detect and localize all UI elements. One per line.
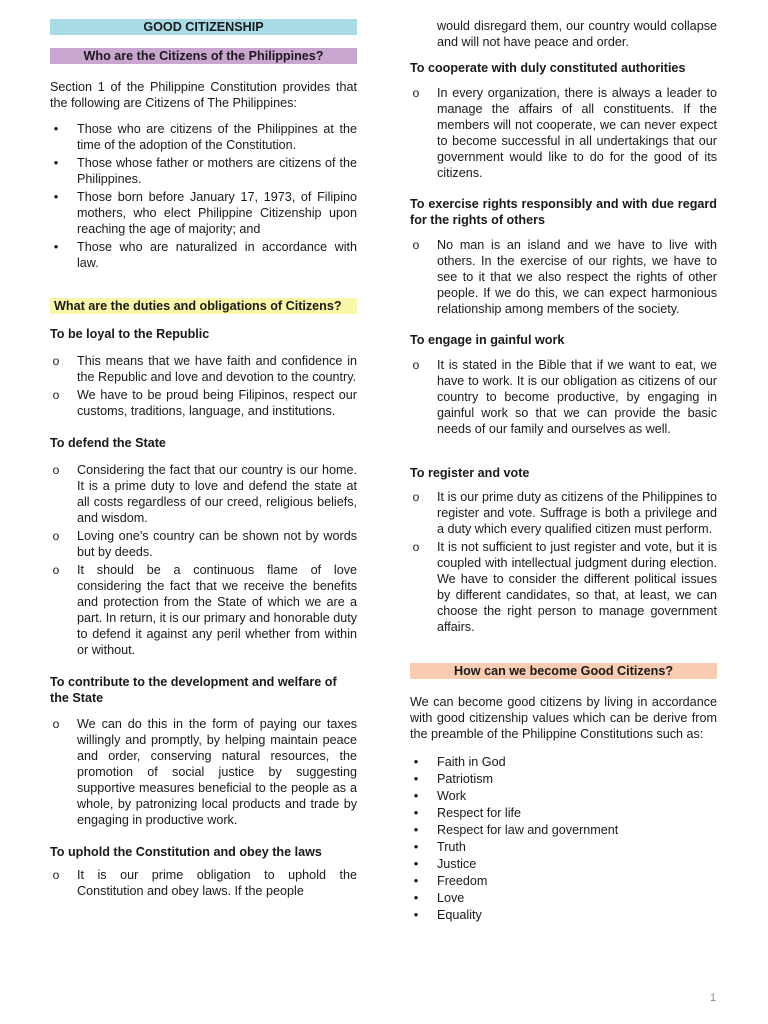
circle-bullet-icon: [410, 237, 422, 253]
bullet-icon: [50, 239, 62, 255]
contribute-subheading: To contribute to the development and welfare of the State: [50, 675, 337, 705]
circle-bullet-icon: [50, 528, 62, 544]
duties-heading: What are the duties and obligations of Citizens?: [50, 298, 357, 314]
list-item: o It is our prime obligation to uphold the Constitution and obey laws. If the people: [50, 867, 357, 899]
list-item: o In every organization, there is always a leader to manage the affairs of all constituents. If the members will not cooperate, we can never expect to become successful in all undertakings that our government would like to do for the good of its citizens.: [410, 85, 717, 181]
bullet-icon: [410, 788, 422, 804]
defend-list: [50, 462, 357, 658]
vote-list: [410, 489, 717, 635]
page-number: 1: [710, 992, 717, 1004]
list-item: • Equality: [410, 907, 717, 923]
bullet-icon: [50, 189, 62, 205]
rights-list: [410, 237, 717, 317]
rights-subheading: To exercise rights responsibly and with due regard for the rights of others: [410, 197, 717, 227]
list-item: o It is stated in the Bible that if we want to eat, we have to work. It is our obligation as citizens of our country to become productive, by engaging in gainful work so that we can provide the basic needs of our family and ourselves as well.: [410, 357, 717, 437]
bullet-icon: [410, 873, 422, 889]
good-citizens-intro: We can become good citizens by living in accordance with good citizenship values which can be derive from the preamble of the Philippine Constitutions such as:: [410, 695, 717, 741]
bullet-icon: [410, 805, 422, 821]
list-item: o We can do this in the form of paying our taxes willingly and promptly, by helping maintain peace and order, conserving natural resources, the promotion of social justice by suggesting supportive measures beneficial to the people as a whole, by patronizing local products and trade by engaging in productive work.: [50, 716, 357, 828]
uphold-continuation: would disregard them, our country would collapse and will not have peace and order.: [437, 19, 717, 49]
loyal-list: [50, 353, 357, 419]
list-item: o It should be a continuous flame of love considering the fact that we receive the benefits and protection from the State of which we are a part. In return, it is our primary and honorable duty to defend it against any peril whether from within or without.: [50, 562, 357, 658]
list-item: o No man is an island and we have to live with others. In the exercise of our rights, we have to see to it that we also respect the rights of other people. If we do this, we can expect harmonious relationship among members of the society.: [410, 237, 717, 317]
list-item: o Loving one’s country can be shown not by words but by deeds.: [50, 528, 357, 560]
list-item: • Patriotism: [410, 771, 717, 787]
list-item: o This means that we have faith and confidence in the Republic and love and devotion to the country.: [50, 353, 357, 385]
citizens-intro: Section 1 of the Philippine Constitution provides that the following are Citizens of The Philippines:: [50, 80, 357, 110]
bullet-icon: [410, 839, 422, 855]
bullet-icon: [50, 155, 62, 171]
values-list: [410, 754, 717, 923]
circle-bullet-icon: [410, 85, 422, 101]
right-column: [410, 0, 717, 924]
bullet-icon: [410, 822, 422, 838]
circle-bullet-icon: [50, 867, 62, 883]
circle-bullet-icon: [50, 353, 62, 369]
citizens-heading: Who are the Citizens of the Philippines?: [50, 48, 357, 64]
list-item: • Faith in God: [410, 754, 717, 770]
vote-subheading: To register and vote: [410, 466, 530, 480]
list-item: o Considering the fact that our country is our home. It is a prime duty to love and defend the state at all costs regardless of our creed, religious beliefs, and wisdom.: [50, 462, 357, 526]
list-item: • Those whose father or mothers are citizens of the Philippines.: [50, 155, 357, 187]
circle-bullet-icon: [50, 716, 62, 732]
bullet-icon: [410, 754, 422, 770]
circle-bullet-icon: [410, 489, 422, 505]
uphold-list: [50, 867, 357, 899]
circle-bullet-icon: [50, 387, 62, 403]
circle-bullet-icon: [50, 562, 62, 578]
bullet-icon: [410, 890, 422, 906]
bullet-icon: [410, 856, 422, 872]
circle-bullet-icon: [410, 357, 422, 373]
list-item: • Love: [410, 890, 717, 906]
list-item: • Those born before January 17, 1973, of Filipino mothers, who elect Philippine Citizenship upon reaching the age of majority; and: [50, 189, 357, 237]
contribute-list: [50, 716, 357, 828]
good-citizens-heading: How can we become Good Citizens?: [410, 663, 717, 679]
page-title: GOOD CITIZENSHIP: [50, 19, 357, 35]
loyal-subheading: To be loyal to the Republic: [50, 327, 210, 341]
bullet-icon: [50, 121, 62, 137]
list-item: • Those who are citizens of the Philippines at the time of the adoption of the Constitution.: [50, 121, 357, 153]
bullet-icon: [410, 907, 422, 923]
cooperate-list: [410, 85, 717, 181]
uphold-subheading: To uphold the Constitution and obey the laws: [50, 845, 322, 859]
list-item: • Respect for law and government: [410, 822, 717, 838]
list-item: • Work: [410, 788, 717, 804]
defend-subheading: To defend the State: [50, 436, 166, 450]
list-item: o We have to be proud being Filipinos, respect our customs, traditions, language, and institutions.: [50, 387, 357, 419]
list-item: • Those who are naturalized in accordance with law.: [50, 239, 357, 271]
work-subheading: To engage in gainful work: [410, 333, 565, 347]
circle-bullet-icon: [410, 539, 422, 555]
citizens-list: [50, 121, 357, 271]
list-item: • Respect for life: [410, 805, 717, 821]
circle-bullet-icon: [50, 462, 62, 478]
left-column: [50, 0, 357, 901]
list-item: • Freedom: [410, 873, 717, 889]
list-item: • Truth: [410, 839, 717, 855]
bullet-icon: [410, 771, 422, 787]
cooperate-subheading: To cooperate with duly constituted authorities: [410, 61, 686, 75]
list-item: o It is our prime duty as citizens of the Philippines to register and vote. Suffrage is both a privilege and a duty which every qualified citizen must perform.: [410, 489, 717, 537]
list-item: • Justice: [410, 856, 717, 872]
work-list: [410, 357, 717, 437]
list-item: o It is not sufficient to just register and vote, but it is coupled with intellectual judgment during election. We have to consider the different political issues by different candidates, so that, at least, we can choose the right person to manage government affairs.: [410, 539, 717, 635]
